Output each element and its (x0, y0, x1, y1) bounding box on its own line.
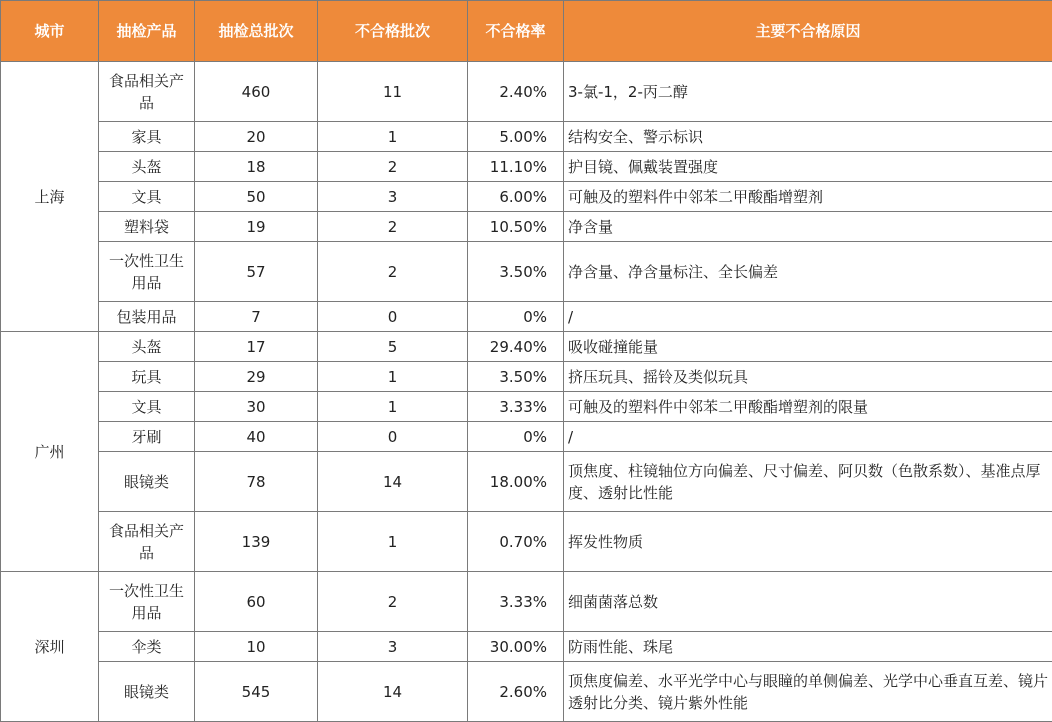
reason-cell: 可触及的塑料件中邻苯二甲酸酯增塑剂 (564, 182, 1052, 212)
rate-cell: 0% (468, 302, 564, 332)
failed-cell: 2 (318, 242, 468, 302)
total-cell: 460 (195, 62, 318, 122)
city-cell: 上海 (1, 62, 99, 332)
table-row (1, 392, 1052, 422)
reason-cell: / (564, 422, 1052, 452)
total-cell: 29 (195, 362, 318, 392)
table-row (1, 512, 1052, 572)
rate-cell: 11.10% (468, 152, 564, 182)
failed-cell: 0 (318, 422, 468, 452)
city-cell: 深圳 (1, 572, 99, 722)
rate-cell: 10.50% (468, 212, 564, 242)
reason-cell: 顶焦度偏差、水平光学中心与眼瞳的单侧偏差、光学中心垂直互差、镜片透射比分类、镜片紫外性能 (564, 662, 1052, 722)
failed-cell: 3 (318, 182, 468, 212)
rate-cell: 3.33% (468, 572, 564, 632)
total-cell: 78 (195, 452, 318, 512)
reason-cell: 净含量、净含量标注、全长偏差 (564, 242, 1052, 302)
reason-cell: 吸收碰撞能量 (564, 332, 1052, 362)
table-row (1, 332, 1052, 362)
rate-cell: 2.60% (468, 662, 564, 722)
header-total-batches: 抽检总批次 (195, 1, 318, 62)
rate-cell: 30.00% (468, 632, 564, 662)
header-fail-rate: 不合格率 (468, 1, 564, 62)
rate-cell: 2.40% (468, 62, 564, 122)
table-row (1, 662, 1052, 722)
product-cell: 食品相关产品 (99, 512, 195, 572)
reason-cell: 结构安全、警示标识 (564, 122, 1052, 152)
product-cell: 文具 (99, 392, 195, 422)
failed-cell: 2 (318, 212, 468, 242)
reason-cell: 挥发性物质 (564, 512, 1052, 572)
header-city: 城市 (1, 1, 99, 62)
product-cell: 一次性卫生用品 (99, 242, 195, 302)
total-cell: 139 (195, 512, 318, 572)
table-row (1, 122, 1052, 152)
table-row (1, 572, 1052, 632)
total-cell: 50 (195, 182, 318, 212)
header-product: 抽检产品 (99, 1, 195, 62)
header-main-reason: 主要不合格原因 (564, 1, 1052, 62)
failed-cell: 1 (318, 362, 468, 392)
table-row (1, 242, 1052, 302)
table-row (1, 182, 1052, 212)
rate-cell: 29.40% (468, 332, 564, 362)
product-cell: 眼镜类 (99, 452, 195, 512)
table-row (1, 302, 1052, 332)
product-cell: 头盔 (99, 332, 195, 362)
reason-cell: 可触及的塑料件中邻苯二甲酸酯增塑剂的限量 (564, 392, 1052, 422)
rate-cell: 6.00% (468, 182, 564, 212)
total-cell: 10 (195, 632, 318, 662)
reason-cell: 挤压玩具、摇铃及类似玩具 (564, 362, 1052, 392)
failed-cell: 0 (318, 302, 468, 332)
failed-cell: 3 (318, 632, 468, 662)
table-row (1, 422, 1052, 452)
rate-cell: 3.50% (468, 242, 564, 302)
product-cell: 包装用品 (99, 302, 195, 332)
total-cell: 19 (195, 212, 318, 242)
header-row (1, 1, 1052, 62)
total-cell: 60 (195, 572, 318, 632)
product-cell: 玩具 (99, 362, 195, 392)
product-cell: 头盔 (99, 152, 195, 182)
product-cell: 眼镜类 (99, 662, 195, 722)
failed-cell: 2 (318, 152, 468, 182)
product-cell: 伞类 (99, 632, 195, 662)
total-cell: 545 (195, 662, 318, 722)
rate-cell: 3.50% (468, 362, 564, 392)
total-cell: 30 (195, 392, 318, 422)
failed-cell: 11 (318, 62, 468, 122)
failed-cell: 1 (318, 512, 468, 572)
header-failed-batches: 不合格批次 (318, 1, 468, 62)
table-row (1, 62, 1052, 122)
total-cell: 7 (195, 302, 318, 332)
product-cell: 食品相关产品 (99, 62, 195, 122)
table-row (1, 362, 1052, 392)
failed-cell: 14 (318, 452, 468, 512)
reason-cell: 防雨性能、珠尾 (564, 632, 1052, 662)
total-cell: 40 (195, 422, 318, 452)
rate-cell: 18.00% (468, 452, 564, 512)
table-row (1, 152, 1052, 182)
reason-cell: 3-氯-1，2-丙二醇 (564, 62, 1052, 122)
total-cell: 20 (195, 122, 318, 152)
product-cell: 家具 (99, 122, 195, 152)
product-cell: 文具 (99, 182, 195, 212)
rate-cell: 0% (468, 422, 564, 452)
reason-cell: 净含量 (564, 212, 1052, 242)
product-cell: 牙刷 (99, 422, 195, 452)
table-row (1, 212, 1052, 242)
product-cell: 塑料袋 (99, 212, 195, 242)
table-row (1, 632, 1052, 662)
reason-cell: / (564, 302, 1052, 332)
failed-cell: 1 (318, 392, 468, 422)
total-cell: 57 (195, 242, 318, 302)
rate-cell: 5.00% (468, 122, 564, 152)
failed-cell: 2 (318, 572, 468, 632)
table-row (1, 452, 1052, 512)
reason-cell: 顶焦度、柱镜轴位方向偏差、尺寸偏差、阿贝数（色散系数）、基准点厚度、透射比性能 (564, 452, 1052, 512)
total-cell: 17 (195, 332, 318, 362)
failed-cell: 5 (318, 332, 468, 362)
reason-cell: 护目镜、佩戴装置强度 (564, 152, 1052, 182)
rate-cell: 0.70% (468, 512, 564, 572)
failed-cell: 14 (318, 662, 468, 722)
reason-cell: 细菌菌落总数 (564, 572, 1052, 632)
total-cell: 18 (195, 152, 318, 182)
rate-cell: 3.33% (468, 392, 564, 422)
failed-cell: 1 (318, 122, 468, 152)
product-cell: 一次性卫生用品 (99, 572, 195, 632)
city-cell: 广州 (1, 332, 99, 572)
